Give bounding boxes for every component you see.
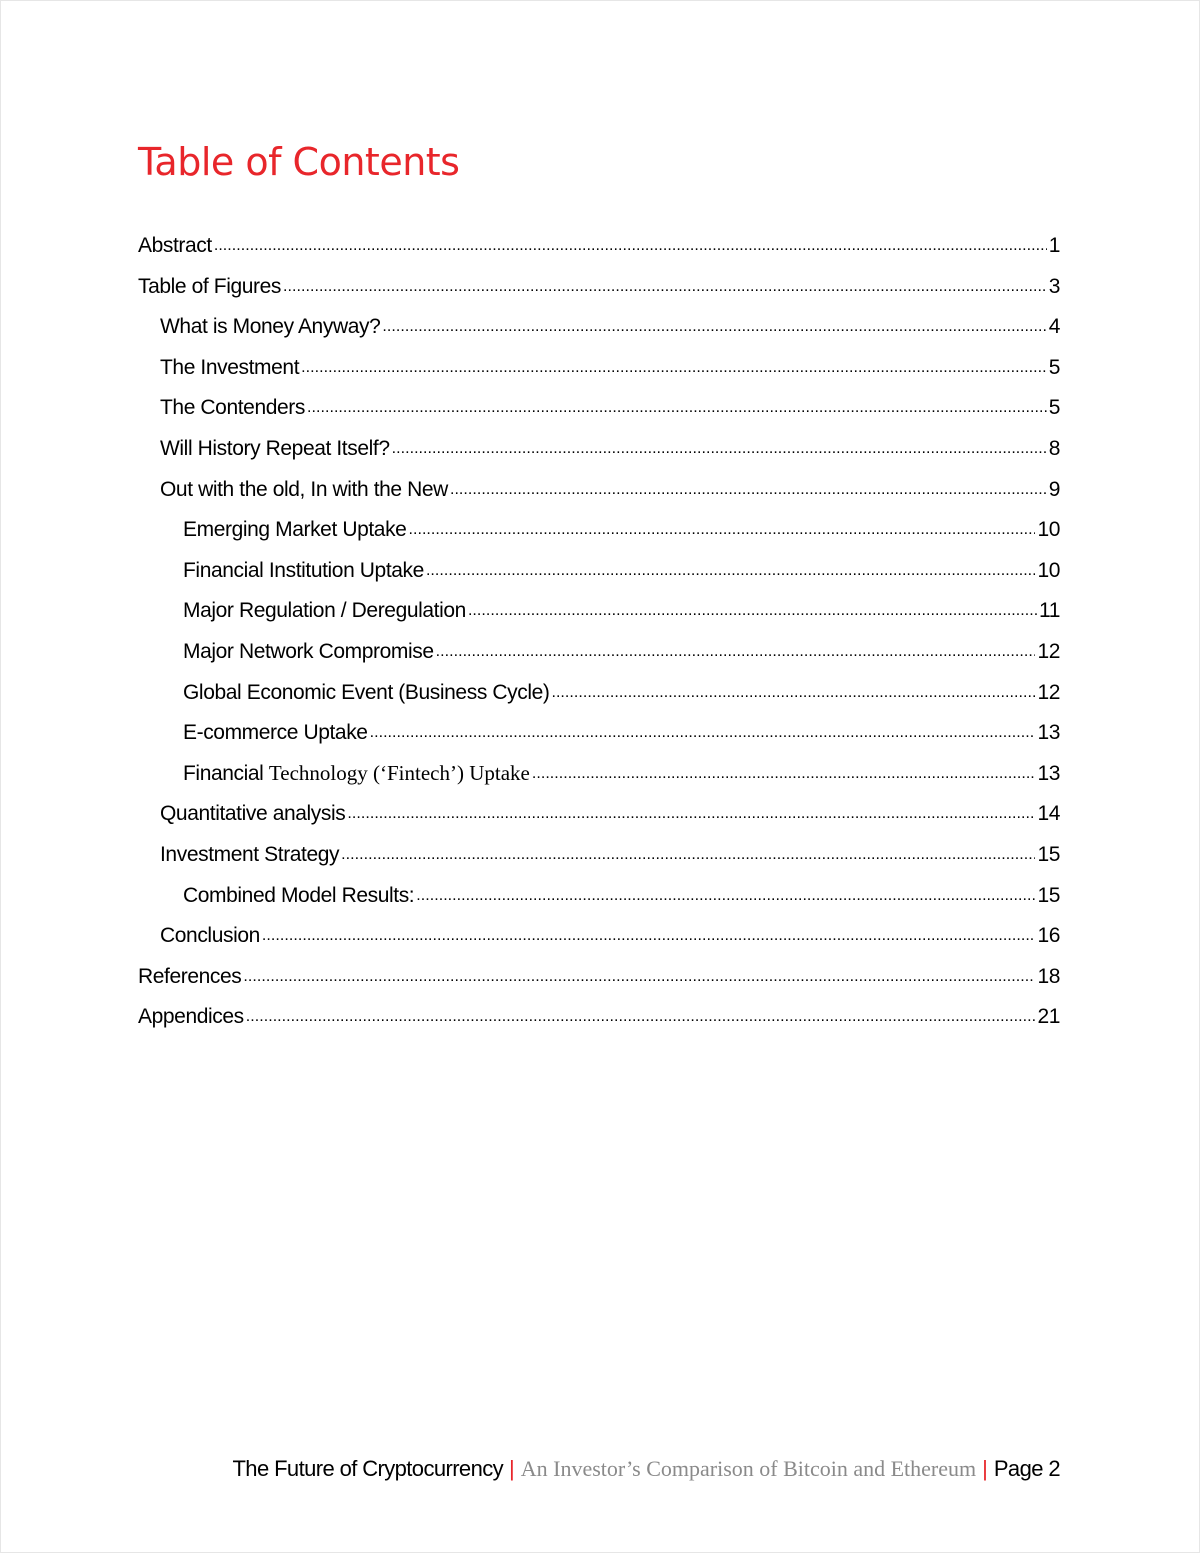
dot-leader: [532, 757, 1036, 791]
toc-entry-quantitative-analysis[interactable]: [160, 797, 1060, 831]
footer-separator: |: [509, 1456, 515, 1481]
toc-entry-page: 15: [1037, 883, 1060, 907]
toc-entry-label: Major Regulation / Deregulation: [183, 599, 466, 623]
dot-leader: [301, 351, 1047, 385]
toc-entry-out-with-the-old[interactable]: [160, 473, 1060, 507]
dot-leader: [426, 554, 1036, 588]
toc-entry-page: 1: [1048, 234, 1060, 257]
toc-entry-conclusion[interactable]: [160, 919, 1060, 953]
toc-entry-page: 18: [1037, 964, 1060, 988]
toc-entry-page: 5: [1048, 396, 1060, 420]
toc-entry-abstract[interactable]: [138, 229, 1060, 263]
toc-entry-label: Investment Strategy: [160, 843, 340, 866]
footer-separator: |: [982, 1456, 988, 1481]
toc-entry-label: Abstract: [138, 234, 212, 257]
toc-entry-will-history-repeat[interactable]: [160, 432, 1060, 466]
toc-entry-label: Emerging Market Uptake: [183, 518, 407, 542]
dot-leader: [408, 513, 1035, 547]
toc-entry-label: Major Network Compromise: [183, 640, 434, 663]
toc-entry-the-investment[interactable]: [160, 351, 1060, 385]
toc-entry-label: Global Economic Event (Business Cycle): [183, 680, 550, 704]
toc-entry-investment-strategy[interactable]: [160, 838, 1060, 872]
toc-entry-page: 12: [1037, 680, 1060, 704]
page-title: Table of Contents: [138, 140, 460, 184]
toc-entry-page: 5: [1048, 355, 1060, 379]
dot-leader: [468, 594, 1037, 628]
dot-leader: [246, 1000, 1036, 1034]
toc-entry-page: 13: [1037, 761, 1060, 785]
toc-entry-label-prefix: Financial: [183, 761, 269, 785]
toc-entry-emerging-market-uptake[interactable]: [183, 513, 1060, 547]
dot-leader: [436, 635, 1036, 669]
toc-entry-label: References: [138, 964, 242, 988]
toc-entry-table-of-figures[interactable]: [138, 270, 1060, 304]
toc-entry-what-is-money[interactable]: [160, 310, 1060, 344]
dot-leader: [341, 838, 1035, 872]
toc-entry-the-contenders[interactable]: [160, 391, 1060, 425]
toc-entry-page: 11: [1039, 599, 1060, 623]
toc-entry-label: Conclusion: [160, 924, 260, 948]
toc-entry-label-serif: Technology (‘Fintech’) Uptake: [268, 760, 530, 785]
dot-leader: [262, 919, 1036, 953]
footer-page-number: Page 2: [993, 1456, 1060, 1481]
dot-leader: [214, 229, 1047, 263]
toc-entry-fintech-uptake[interactable]: [183, 757, 1060, 791]
toc-entry-page: 16: [1037, 924, 1060, 948]
dot-leader: [416, 879, 1035, 913]
footer-title: The Future of Cryptocurrency: [232, 1456, 504, 1481]
toc-entry-label: [183, 756, 530, 791]
toc-entry-page: 15: [1037, 843, 1060, 866]
toc-entry-page: 10: [1037, 558, 1060, 582]
toc-entry-page: 9: [1048, 477, 1060, 501]
toc-entry-e-commerce-uptake[interactable]: [183, 716, 1060, 750]
toc-entry-page: 14: [1037, 802, 1060, 826]
toc-entry-major-network-compromise[interactable]: [183, 635, 1060, 669]
toc-entry-label: Appendices: [138, 1005, 244, 1029]
dot-leader: [243, 960, 1035, 994]
toc-entry-page: 3: [1048, 274, 1060, 298]
toc-entry-label: Financial Institution Uptake: [183, 558, 424, 582]
toc-entry-page: 13: [1037, 721, 1060, 745]
toc-entry-label: E-commerce Uptake: [183, 721, 368, 745]
toc-entry-label: Will History Repeat Itself?: [160, 437, 390, 460]
toc-entry-financial-institution-uptake[interactable]: [183, 554, 1060, 588]
toc-entry-label: Out with the old, In with the New: [160, 477, 448, 501]
dot-leader: [347, 797, 1035, 831]
toc-entry-combined-model-results[interactable]: [183, 879, 1060, 913]
dot-leader: [450, 473, 1047, 507]
dot-leader: [551, 676, 1035, 710]
dot-leader: [307, 391, 1047, 425]
toc-entry-label: The Investment: [160, 355, 300, 379]
toc-entry-page: 4: [1048, 315, 1060, 339]
toc-entry-label: What is Money Anyway?: [160, 315, 381, 339]
footer-subtitle: An Investor’s Comparison of Bitcoin and Ethereum: [520, 1456, 977, 1481]
page-footer: [232, 1456, 1060, 1482]
dot-leader: [392, 432, 1047, 466]
toc-entry-label: The Contenders: [160, 396, 305, 420]
toc-entry-references[interactable]: [138, 960, 1060, 994]
toc-entry-label: Quantitative analysis: [160, 802, 346, 826]
toc-entry-page: 10: [1037, 518, 1060, 542]
dot-leader: [370, 716, 1036, 750]
toc-entry-global-economic-event[interactable]: [183, 676, 1060, 710]
toc-entry-page: 12: [1037, 640, 1060, 663]
toc-entry-label: Combined Model Results:: [183, 883, 415, 907]
dot-leader: [382, 310, 1046, 344]
toc-entry-appendices[interactable]: [138, 1000, 1060, 1034]
toc-entry-label: Table of Figures: [138, 274, 282, 298]
toc-entry-major-regulation[interactable]: [183, 594, 1060, 628]
toc-entry-page: 21: [1037, 1005, 1060, 1029]
toc-entry-page: 8: [1048, 437, 1060, 460]
dot-leader: [283, 270, 1047, 304]
